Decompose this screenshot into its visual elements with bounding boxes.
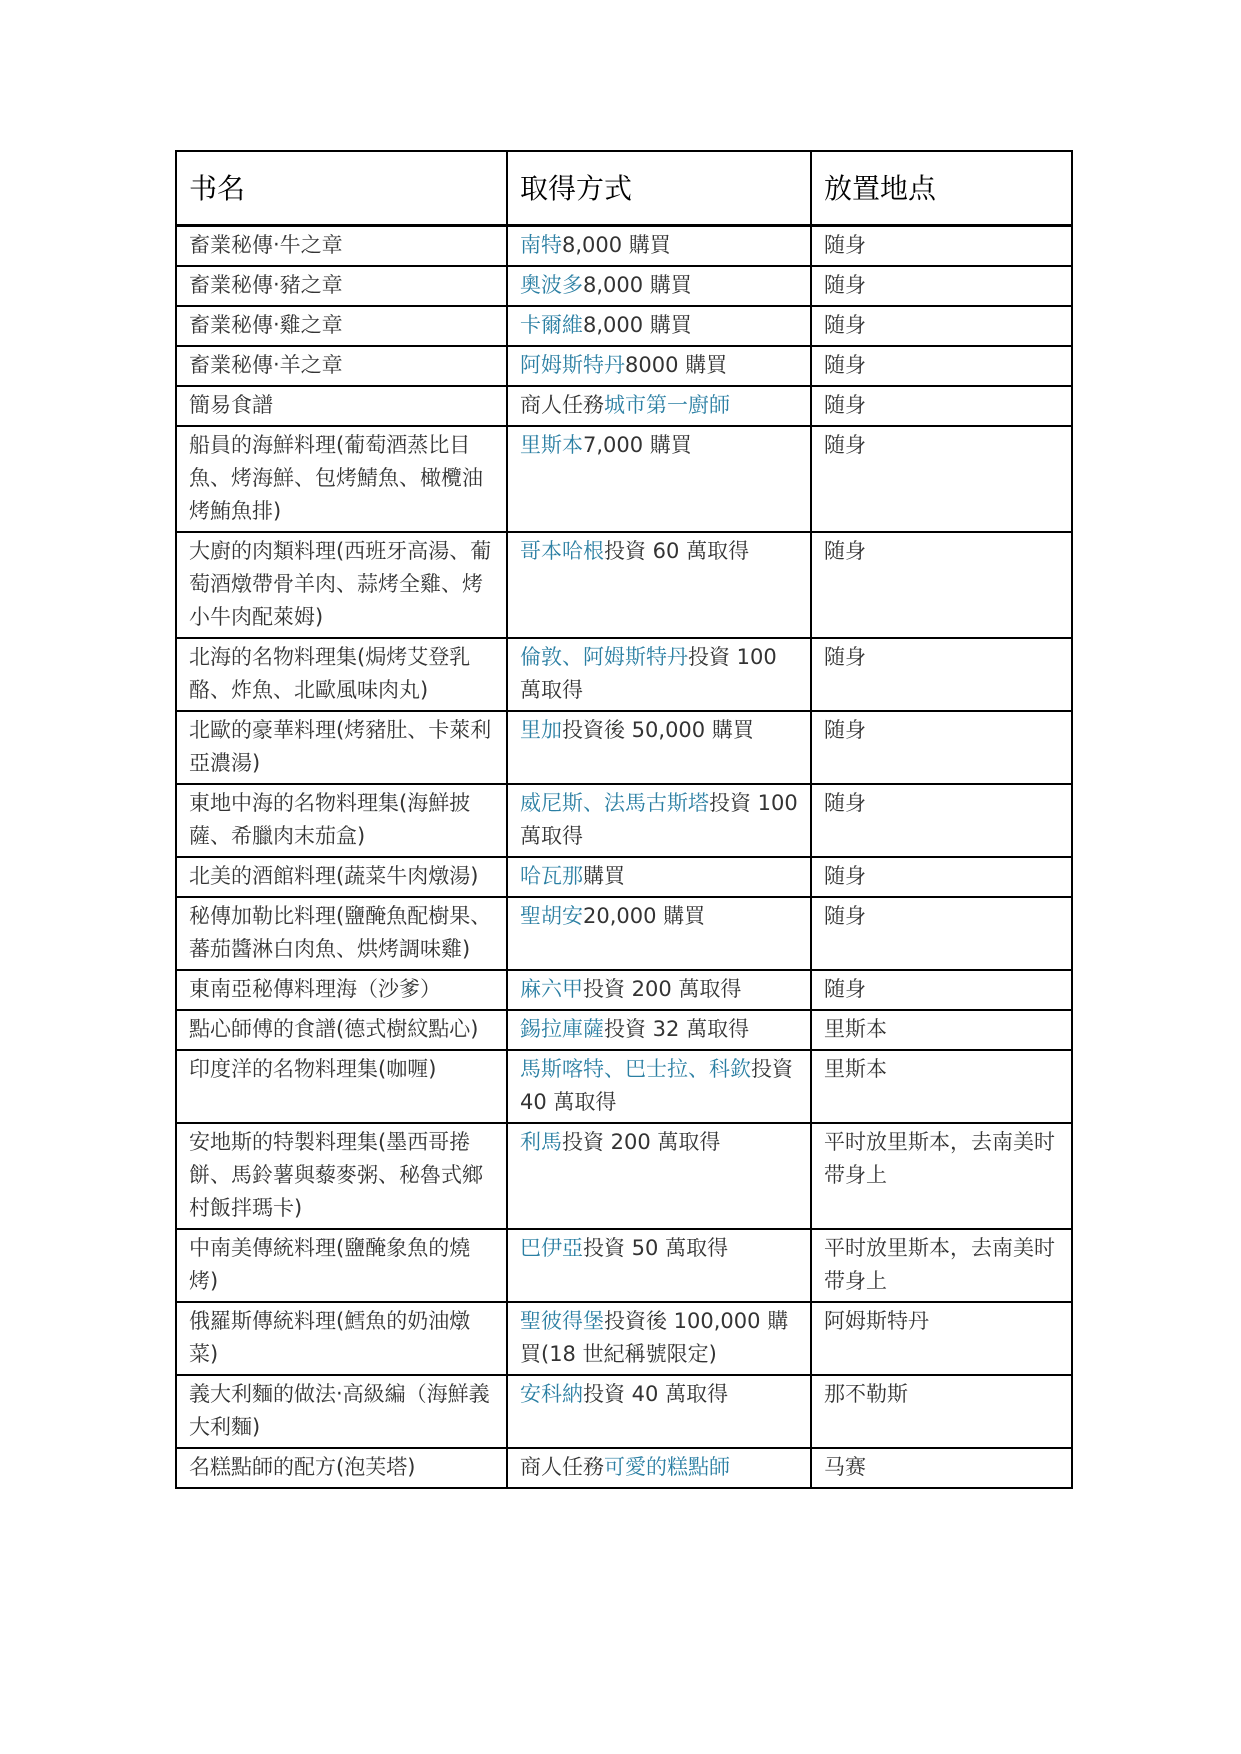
method-text: 投資 40 萬取得 <box>520 1057 793 1114</box>
book-name-link[interactable]: 畜業秘傳‧羊之章 <box>176 346 507 386</box>
method-text: 投資後 100,000 購買(18 世紀稱號限定) <box>520 1309 789 1366</box>
method-link[interactable]: 巴伊亞 <box>520 1236 583 1260</box>
book-name-link[interactable]: 畜業秘傳‧豬之章 <box>176 266 507 306</box>
book-name-link[interactable]: 船員的海鮮料理(葡萄酒蒸比目魚、烤海鮮、包烤鯖魚、橄欖油烤鮪魚排) <box>176 426 507 532</box>
location-cell: 随身 <box>811 711 1072 784</box>
location-cell: 随身 <box>811 386 1072 426</box>
location-cell: 那不勒斯 <box>811 1375 1072 1448</box>
location-cell: 随身 <box>811 638 1072 711</box>
acquire-method-cell <box>507 306 811 346</box>
book-name-link[interactable]: 安地斯的特製料理集(墨西哥捲餅、馬鈴薯與藜麥粥、秘魯式鄉村飯拌瑪卡) <box>176 1123 507 1229</box>
table-row <box>176 532 1072 638</box>
acquire-method-cell <box>507 226 811 267</box>
method-text: 投資後 50,000 購買 <box>562 718 754 742</box>
location-cell: 马赛 <box>811 1448 1072 1488</box>
acquire-method-cell <box>507 970 811 1010</box>
acquire-method-cell <box>507 1123 811 1229</box>
method-text: 投資 60 萬取得 <box>604 539 750 563</box>
method-link[interactable]: 城市第一廚師 <box>604 393 730 417</box>
acquire-method-cell <box>507 711 811 784</box>
location-cell: 随身 <box>811 897 1072 970</box>
method-text: 投資 100 萬取得 <box>520 791 798 848</box>
method-link[interactable]: 馬斯喀特、巴士拉、科欽 <box>520 1057 751 1081</box>
table-row <box>176 1448 1072 1488</box>
method-link[interactable]: 錫拉庫薩 <box>520 1017 604 1041</box>
acquire-method-cell <box>507 1375 811 1448</box>
acquire-method-cell <box>507 784 811 857</box>
table-header <box>176 151 1072 226</box>
method-text: 8,000 購買 <box>583 273 692 297</box>
table-row <box>176 1302 1072 1375</box>
table-row <box>176 857 1072 897</box>
method-link[interactable]: 倫敦、阿姆斯特丹 <box>520 645 688 669</box>
method-link[interactable]: 里斯本 <box>520 433 583 457</box>
book-name-link[interactable]: 東地中海的名物料理集(海鮮披薩、希臘肉末茄盒) <box>176 784 507 857</box>
method-text: 投資 50 萬取得 <box>583 1236 729 1260</box>
acquire-method-cell <box>507 426 811 532</box>
table-row <box>176 1375 1072 1448</box>
header-acquire-method: 取得方式 <box>507 151 811 226</box>
table-body <box>176 226 1072 1489</box>
acquire-method-cell <box>507 638 811 711</box>
table-row <box>176 1010 1072 1050</box>
table-row <box>176 638 1072 711</box>
method-link[interactable]: 聖彼得堡 <box>520 1309 604 1333</box>
book-name-link[interactable]: 印度洋的名物料理集(咖喱) <box>176 1050 507 1123</box>
book-name-link[interactable]: 大廚的肉類料理(西班牙高湯、葡萄酒燉帶骨羊肉、蒜烤全雞、烤小牛肉配萊姆) <box>176 532 507 638</box>
location-cell: 随身 <box>811 226 1072 267</box>
method-text: 投資 200 萬取得 <box>583 977 742 1001</box>
method-text: 投資 40 萬取得 <box>583 1382 729 1406</box>
method-link[interactable]: 卡爾維 <box>520 313 583 337</box>
table-row <box>176 711 1072 784</box>
recipe-book-table <box>175 150 1073 1489</box>
acquire-method-cell <box>507 897 811 970</box>
method-text: 商人任務 <box>520 1455 604 1479</box>
table-row <box>176 970 1072 1010</box>
location-cell: 随身 <box>811 784 1072 857</box>
location-cell: 里斯本 <box>811 1010 1072 1050</box>
acquire-method-cell <box>507 1448 811 1488</box>
location-cell: 随身 <box>811 346 1072 386</box>
table-row <box>176 306 1072 346</box>
location-cell: 平时放里斯本，去南美时带身上 <box>811 1123 1072 1229</box>
location-cell: 里斯本 <box>811 1050 1072 1123</box>
method-link[interactable]: 奧波多 <box>520 273 583 297</box>
table-row <box>176 346 1072 386</box>
method-text: 8,000 購買 <box>583 313 692 337</box>
location-cell: 随身 <box>811 970 1072 1010</box>
acquire-method-cell <box>507 532 811 638</box>
table-row <box>176 897 1072 970</box>
method-text: 投資 200 萬取得 <box>562 1130 721 1154</box>
book-name-link[interactable]: 俄羅斯傳統料理(鱈魚的奶油燉菜) <box>176 1302 507 1375</box>
location-cell: 随身 <box>811 266 1072 306</box>
table-row <box>176 1050 1072 1123</box>
method-link[interactable]: 哥本哈根 <box>520 539 604 563</box>
book-name-link[interactable]: 畜業秘傳‧牛之章 <box>176 226 507 267</box>
method-text: 8,000 購買 <box>562 233 671 257</box>
method-text: 20,000 購買 <box>583 904 706 928</box>
method-link[interactable]: 哈瓦那 <box>520 864 583 888</box>
location-cell: 随身 <box>811 426 1072 532</box>
method-text: 投資 100 萬取得 <box>520 645 777 702</box>
book-name-link[interactable]: 義大利麵的做法‧高級編（海鮮義大利麵) <box>176 1375 507 1448</box>
book-name-link[interactable]: 秘傳加勒比料理(鹽醃魚配樹果、蕃茄醬淋白肉魚、烘烤調味雞) <box>176 897 507 970</box>
acquire-method-cell <box>507 1229 811 1302</box>
location-cell: 随身 <box>811 532 1072 638</box>
book-name-link[interactable]: 北歐的豪華料理(烤豬肚、卡萊利亞濃湯) <box>176 711 507 784</box>
book-name-link[interactable]: 中南美傳統料理(鹽醃象魚的燒烤) <box>176 1229 507 1302</box>
method-link[interactable]: 阿姆斯特丹 <box>520 353 625 377</box>
book-name-link[interactable]: 北美的酒館料理(蔬菜牛肉燉湯) <box>176 857 507 897</box>
method-link[interactable]: 南特 <box>520 233 562 257</box>
table-row <box>176 784 1072 857</box>
method-text: 購買 <box>583 864 625 888</box>
location-cell: 阿姆斯特丹 <box>811 1302 1072 1375</box>
table-row <box>176 1123 1072 1229</box>
book-name-link[interactable]: 北海的名物料理集(焗烤艾登乳酪、炸魚、北歐風味肉丸) <box>176 638 507 711</box>
location-cell: 平时放里斯本，去南美时带身上 <box>811 1229 1072 1302</box>
method-link[interactable]: 聖胡安 <box>520 904 583 928</box>
method-link[interactable]: 可愛的糕點師 <box>604 1455 730 1479</box>
method-link[interactable]: 麻六甲 <box>520 977 583 1001</box>
table-row <box>176 266 1072 306</box>
method-link[interactable]: 安科納 <box>520 1382 583 1406</box>
acquire-method-cell <box>507 857 811 897</box>
method-text: 投資 32 萬取得 <box>604 1017 750 1041</box>
method-text: 商人任務 <box>520 393 604 417</box>
acquire-method-cell <box>507 266 811 306</box>
location-cell: 随身 <box>811 857 1072 897</box>
acquire-method-cell <box>507 1302 811 1375</box>
method-text: 8000 購買 <box>625 353 728 377</box>
method-text: 7,000 購買 <box>583 433 692 457</box>
header-book-name: 书名 <box>176 151 507 226</box>
method-link[interactable]: 里加 <box>520 718 562 742</box>
acquire-method-cell <box>507 346 811 386</box>
table-row <box>176 386 1072 426</box>
book-name-link[interactable]: 簡易食譜 <box>176 386 507 426</box>
acquire-method-cell <box>507 1050 811 1123</box>
acquire-method-cell <box>507 386 811 426</box>
method-link[interactable]: 利馬 <box>520 1130 562 1154</box>
table-row <box>176 226 1072 267</box>
acquire-method-cell <box>507 1010 811 1050</box>
book-name-link[interactable]: 畜業秘傳‧雞之章 <box>176 306 507 346</box>
header-row <box>176 151 1072 226</box>
method-link[interactable]: 威尼斯、法馬古斯塔 <box>520 791 709 815</box>
location-cell: 随身 <box>811 306 1072 346</box>
header-location: 放置地点 <box>811 151 1072 226</box>
book-name-link[interactable]: 點心師傅的食譜(德式樹紋點心) <box>176 1010 507 1050</box>
book-name-link[interactable]: 東南亞秘傳料理海（沙爹） <box>176 970 507 1010</box>
table-row <box>176 1229 1072 1302</box>
table-row <box>176 426 1072 532</box>
book-name-link[interactable]: 名糕點師的配方(泡芙塔) <box>176 1448 507 1488</box>
